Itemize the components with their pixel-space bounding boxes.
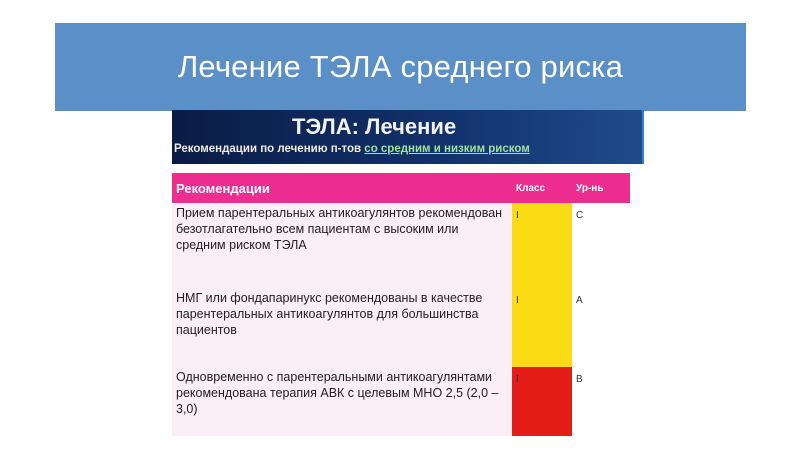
table-row xyxy=(172,203,630,288)
slide-image xyxy=(172,110,644,428)
class-cell: I xyxy=(512,203,572,288)
table-row xyxy=(172,367,630,436)
class-cell: I xyxy=(512,288,572,367)
recommendations-table xyxy=(172,173,630,436)
recommendation-text: Одновременно с парентеральными антикоагулянтами рекомендована терапия АВК с целевым МНО 2,5 (2,0 – 3,0) xyxy=(172,367,512,436)
header-level: Ур-нь xyxy=(572,173,630,203)
level-cell: A xyxy=(572,288,630,367)
recommendation-text: НМГ или фондапаринукс рекомендованы в качестве парентеральных антикоагулянтов для большинства пациентов xyxy=(172,288,512,367)
title-banner xyxy=(55,23,746,111)
page-title: Лечение ТЭЛА среднего риска xyxy=(177,49,624,84)
level-cell: C xyxy=(572,203,630,288)
slide-header xyxy=(172,110,644,164)
class-cell: I xyxy=(512,367,572,436)
subtitle-highlight: со средним и низким риском xyxy=(364,143,530,155)
level-cell: B xyxy=(572,367,630,436)
table-row xyxy=(172,288,630,367)
recommendation-text: Прием парентеральных антикоагулянтов рекомендован безотлагательно всем пациентам с высоким или средним риском ТЭЛА xyxy=(172,203,512,288)
table-header-row xyxy=(172,173,630,203)
slide-title: ТЭЛА: Лечение xyxy=(292,114,457,139)
subtitle-text: Рекомендации по лечению п-тов xyxy=(174,143,362,155)
header-recommendations: Рекомендации xyxy=(172,173,512,203)
slide-subtitle xyxy=(174,143,530,155)
header-class: Класс xyxy=(512,173,572,203)
